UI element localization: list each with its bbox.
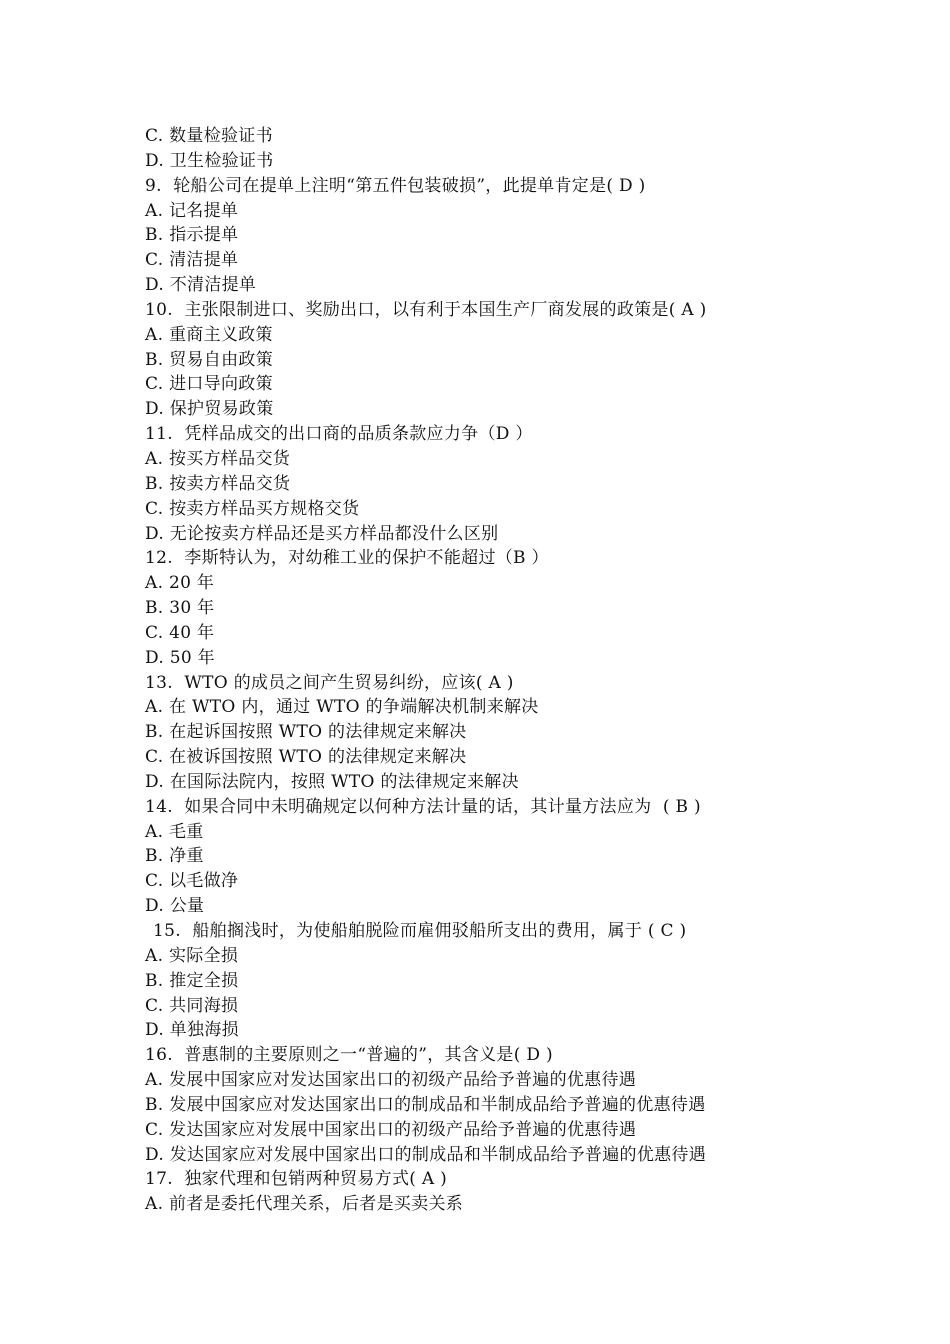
option-line: A. 20 年	[145, 573, 215, 594]
option-line: D. 不清洁提单	[145, 275, 257, 296]
option-line: A. 前者是委托代理关系，后者是买卖关系	[145, 1194, 464, 1215]
option-line: C. 以毛做净	[145, 871, 239, 892]
option-line: A. 记名提单	[145, 200, 239, 221]
option-line: C. 40 年	[145, 622, 215, 643]
option-line: C. 进口导向政策	[145, 374, 273, 395]
option-line: D. 卫生检验证书	[145, 150, 274, 171]
option-line: B. 推定全损	[145, 970, 239, 991]
option-line: C. 在被诉国按照 WTO 的法律规定来解决	[145, 747, 467, 768]
question-line: 12. 李斯特认为，对幼稚工业的保护不能超过（B ）	[145, 548, 549, 569]
option-line: D. 发达国家应对发展中国家出口的制成品和半制成品给予普遍的优惠待遇	[145, 1144, 707, 1165]
option-line: B. 按卖方样品交货	[145, 473, 291, 494]
option-line: B. 贸易自由政策	[145, 349, 273, 370]
option-line: C. 数量检验证书	[145, 126, 273, 146]
option-line: A. 发展中国家应对发达国家出口的初级产品给予普遍的优惠待遇	[145, 1070, 637, 1091]
question-line: 9. 轮船公司在提单上注明“第五件包装破损”，此提单肯定是( D )	[145, 175, 646, 196]
option-line: B. 净重	[145, 846, 204, 867]
question-line: 16. 普惠制的主要原则之一“普遍的”，其含义是( D )	[145, 1045, 553, 1066]
option-line: B. 在起诉国按照 WTO 的法律规定来解决	[145, 722, 467, 743]
question-line: 11. 凭样品成交的出口商的品质条款应力争（D ）	[145, 424, 533, 445]
question-line: 17. 独家代理和包销两种贸易方式( A )	[145, 1169, 448, 1190]
option-line: D. 50 年	[145, 647, 215, 668]
option-line: A. 按买方样品交货	[145, 448, 291, 469]
question-line: 10. 主张限制进口、奖励出口，以有利于本国生产厂商发展的政策是( A )	[145, 299, 707, 320]
question-line: 14. 如果合同中未明确规定以何种方法计量的话，其计量方法应为 ( B )	[145, 796, 701, 817]
option-line: C. 共同海损	[145, 995, 239, 1016]
option-line: C. 发达国家应对发展中国家出口的初级产品给予普遍的优惠待遇	[145, 1119, 637, 1140]
option-line: B. 指示提单	[145, 225, 239, 246]
option-line: B. 发展中国家应对发达国家出口的制成品和半制成品给予普遍的优惠待遇	[145, 1094, 706, 1115]
option-line: D. 公量	[145, 896, 205, 917]
option-line: D. 在国际法院内，按照 WTO 的法律规定来解决	[145, 771, 519, 792]
option-line: A. 在 WTO 内，通过 WTO 的争端解决机制来解决	[145, 697, 539, 718]
option-line: D. 单独海损	[145, 1020, 239, 1041]
option-line: A. 毛重	[145, 821, 204, 842]
option-line: A. 重商主义政策	[145, 324, 273, 345]
document-body	[145, 124, 845, 1217]
option-line: C. 清洁提单	[145, 250, 239, 271]
option-line: A. 实际全损	[145, 945, 239, 966]
option-line: D. 保护贸易政策	[145, 399, 274, 420]
option-line: B. 30 年	[145, 598, 215, 619]
option-line: C. 按卖方样品买方规格交货	[145, 498, 360, 519]
question-line: 15. 船舶搁浅时，为使船舶脱险而雇佣驳船所支出的费用，属于 ( C )	[153, 921, 687, 941]
option-line: D. 无论按卖方样品还是买方样品都没什么区别	[145, 523, 499, 544]
question-line: 13. WTO 的成员之间产生贸易纠纷，应该( A )	[145, 672, 514, 693]
